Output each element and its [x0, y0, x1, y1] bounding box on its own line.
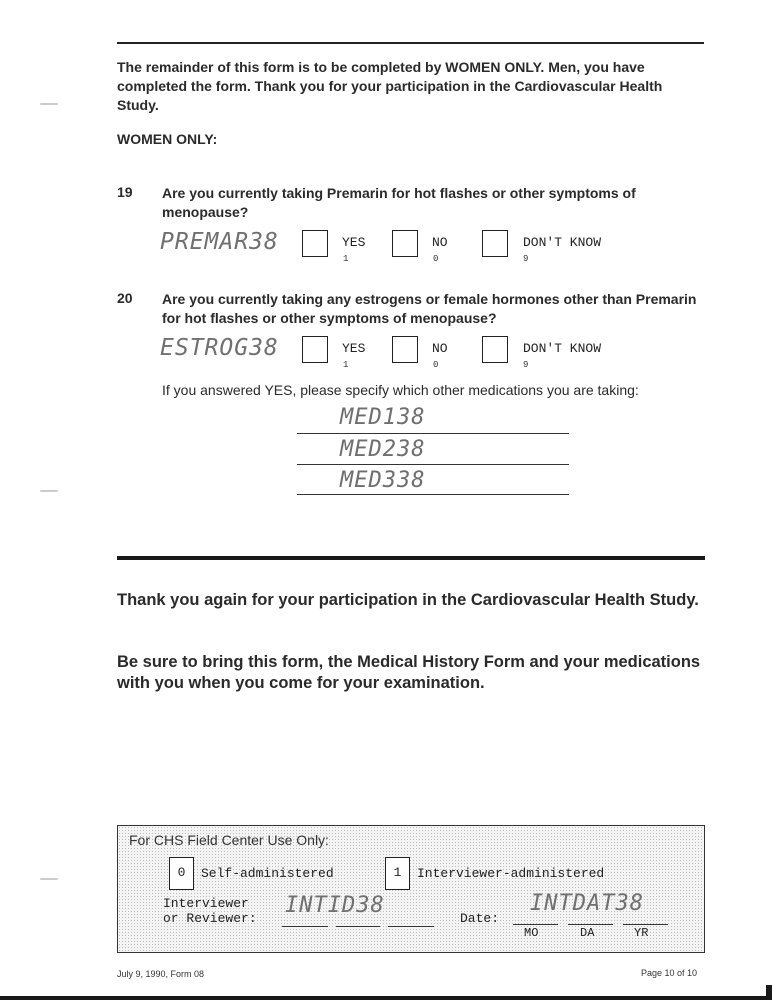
page-number: Page 10 of 10: [641, 968, 698, 978]
margin-mark: [40, 878, 58, 880]
yes-checkbox[interactable]: [302, 336, 328, 363]
section-divider: [117, 556, 705, 560]
medication-line: [297, 494, 569, 495]
medication-line: [297, 433, 569, 434]
specify-instruction: If you answered YES, please specify which other medications you are taking:: [162, 382, 639, 398]
interviewer-id-line: [388, 926, 434, 927]
date-label: Date:: [460, 911, 500, 926]
no-code: 0: [433, 360, 439, 370]
date-day-label: DA: [580, 926, 595, 940]
medication-line: [297, 464, 569, 465]
yes-code: 1: [343, 360, 349, 370]
date-value[interactable]: INTDAT38: [530, 891, 644, 916]
reviewer-label: or Reviewer:: [163, 911, 257, 926]
self-administered-label: Self-administered: [201, 866, 334, 881]
dont-know-checkbox[interactable]: [482, 336, 508, 363]
margin-mark: [40, 103, 58, 105]
no-label: NO: [432, 235, 448, 250]
women-only-heading: WOMEN ONLY:: [117, 131, 218, 147]
reminder-text: Be sure to bring this form, the Medical History Form and your medications with you when you come for your examination.: [117, 653, 701, 692]
scan-edge: [0, 996, 772, 1000]
footer-date: July 9, 1990, Form 08: [117, 969, 205, 979]
medication-entry[interactable]: MED138: [340, 405, 426, 430]
yes-checkbox[interactable]: [302, 230, 328, 257]
interviewer-administered-label: Interviewer-administered: [417, 866, 605, 881]
date-month-label: MO: [524, 926, 539, 940]
interviewer-id-line: [282, 926, 328, 927]
variable-name: PREMAR38: [160, 229, 279, 255]
date-month-line: [513, 924, 558, 925]
date-year-line: [623, 924, 668, 925]
question-text: Are you currently taking any estrogens or female hormones other than Premarin for hot flashes or other symptoms of menopause?: [162, 291, 697, 326]
yes-label: YES: [342, 341, 366, 356]
dont-know-checkbox[interactable]: [482, 230, 508, 257]
dont-know-code: 9: [523, 360, 529, 370]
question-text: Are you currently taking Premarin for hot flashes or other symptoms of menopause?: [162, 185, 636, 220]
question-number: 20: [117, 290, 133, 306]
medication-entry[interactable]: MED238: [340, 437, 426, 462]
self-administered-code-box[interactable]: 0: [169, 857, 194, 890]
interviewer-id-line: [336, 926, 380, 927]
intro-text: The remainder of this form is to be completed by WOMEN ONLY. Men, you have completed the form. Thank you for your participation in the Cardiovascular Health Study.: [117, 59, 663, 113]
margin-mark: [40, 490, 58, 492]
scan-edge-mark: [766, 985, 772, 1000]
interviewer-id-value[interactable]: INTID38: [285, 893, 385, 918]
medication-entry[interactable]: MED338: [340, 468, 426, 493]
no-checkbox[interactable]: [392, 230, 418, 257]
interviewer-administered-code-box[interactable]: 1: [385, 857, 410, 890]
question-number: 19: [117, 184, 133, 200]
date-year-label: YR: [634, 926, 649, 940]
date-day-line: [568, 924, 613, 925]
dont-know-label: DON'T KNOW: [523, 235, 602, 250]
yes-label: YES: [342, 235, 366, 250]
no-code: 0: [433, 254, 439, 264]
no-label: NO: [432, 341, 448, 356]
yes-code: 1: [343, 254, 349, 264]
interviewer-label: Interviewer: [163, 896, 249, 911]
no-checkbox[interactable]: [392, 336, 418, 363]
dont-know-label: DON'T KNOW: [523, 341, 602, 356]
top-rule: [117, 42, 704, 44]
dont-know-code: 9: [523, 254, 529, 264]
field-center-title: For CHS Field Center Use Only:: [129, 832, 329, 848]
variable-name: ESTROG38: [160, 335, 279, 361]
thanks-text: Thank you again for your participation in the Cardiovascular Health Study.: [117, 591, 699, 609]
